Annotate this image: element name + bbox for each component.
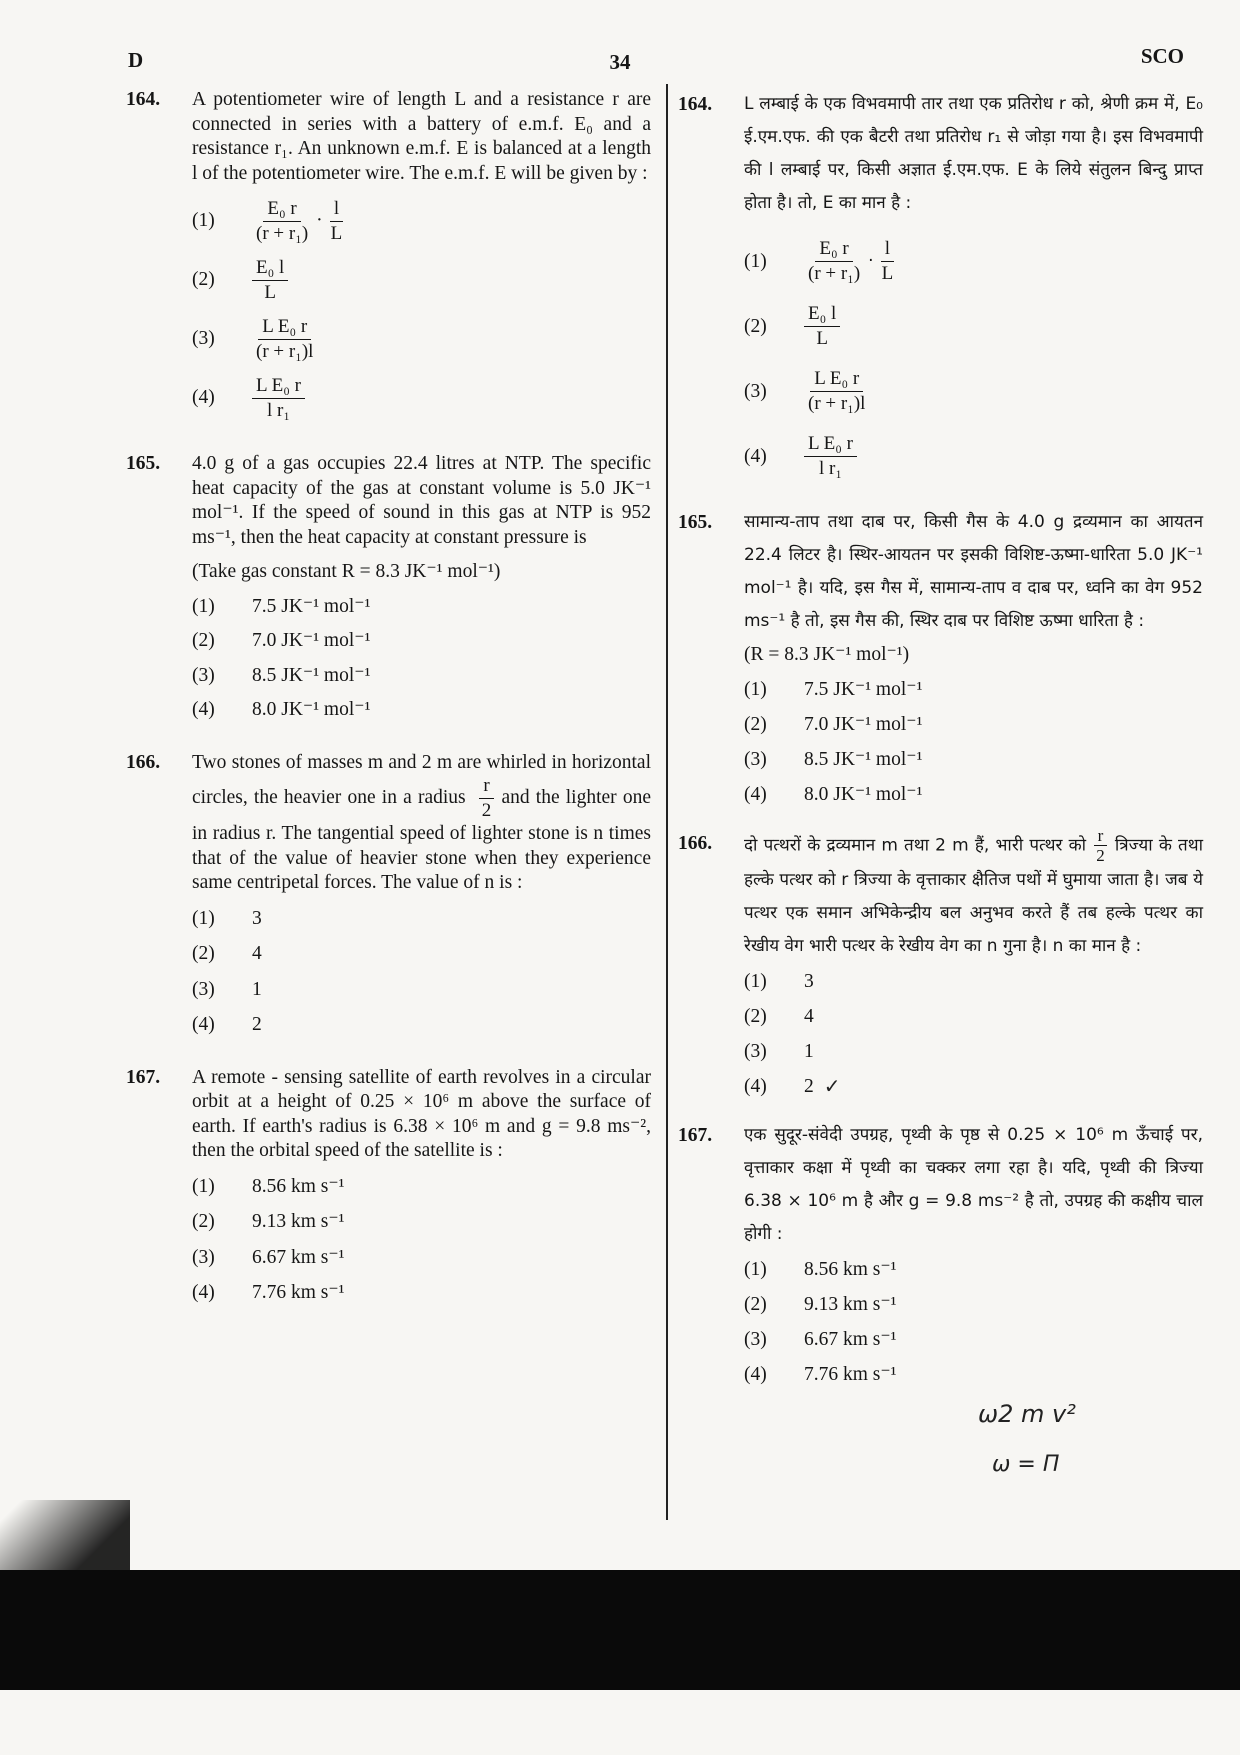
question-166-hindi (678, 827, 1203, 1103)
option-3[interactable] (744, 368, 1203, 415)
option-value: 7.0 JK⁻¹ mol⁻¹ (252, 630, 371, 651)
option-2[interactable] (744, 1000, 1203, 1033)
option-1[interactable] (192, 595, 651, 620)
options (744, 965, 1203, 1103)
denominator: (r + r₁) (808, 263, 861, 284)
fraction (478, 775, 496, 822)
denominator: L (881, 263, 894, 284)
question-text: 4.0 g of a gas occupies 22.4 litres at NTP. The specific heat capacity of the gas at constant volume is 5.0 JK⁻¹ mol⁻¹. If the speed of sound in this gas at NTP is 952 ms⁻¹, then the heat capacity at constant pressure is (192, 453, 651, 548)
option-1[interactable] (744, 1253, 1203, 1286)
option-value: 6.67 km s⁻¹ (252, 1246, 345, 1268)
option-2[interactable] (744, 303, 1203, 350)
option-label: (3) (192, 328, 215, 350)
question-number: 166. (126, 751, 161, 773)
option-label: (3) (192, 978, 215, 1000)
option-label: (2) (192, 269, 215, 291)
option-label: (3) (744, 381, 767, 402)
option-3[interactable] (192, 1246, 651, 1271)
question-text: एक सुदूर-संवेदी उपग्रह, पृथ्वी के पृष्ठ से 0.25 × 10⁶ m ऊँचाई पर, वृत्ताकार कक्षा में पृथ्वी का चक्कर लगा रहा है। यदि, पृथ्वी की त्रिज्या 6.38 × 10⁶ m है और g = 9.8 ms⁻² है तो, उपग्रह की कक्षीय चाल होगी : (744, 1125, 1203, 1244)
option-label: (1) (744, 971, 767, 992)
option-label: (2) (192, 943, 215, 964)
fraction (1092, 827, 1109, 864)
option-label: (4) (192, 1014, 215, 1035)
option-label: (3) (192, 664, 215, 686)
denominator: l r₁ (818, 458, 842, 479)
option-label: (2) (744, 1294, 767, 1315)
option-3[interactable] (192, 664, 651, 689)
option-4[interactable] (192, 1013, 651, 1038)
option-label: (2) (744, 1006, 767, 1027)
option-3[interactable] (744, 1323, 1203, 1356)
option-3[interactable] (192, 316, 651, 363)
hindi-column (678, 88, 1203, 1405)
option-4[interactable] (744, 1358, 1203, 1391)
option-value: 7.76 km s⁻¹ (804, 1364, 897, 1385)
option-label: (3) (744, 1041, 767, 1062)
options (192, 198, 651, 422)
option-value: 8.5 JK⁻¹ mol⁻¹ (804, 749, 923, 770)
options (744, 238, 1203, 480)
option-value: 4 (252, 943, 262, 964)
fraction (878, 238, 898, 285)
option-2[interactable] (192, 257, 651, 304)
option-value: 6.67 km s⁻¹ (804, 1329, 897, 1350)
option-value: 8.0 JK⁻¹ mol⁻¹ (252, 699, 371, 720)
option-value: 2 (252, 1014, 262, 1035)
column-divider (666, 84, 668, 1520)
option-label: (1) (744, 1259, 767, 1280)
option-value: 7.5 JK⁻¹ mol⁻¹ (252, 595, 371, 617)
denominator: l r₁ (266, 400, 290, 421)
handwritten-note-2: ω = Π (992, 1452, 1060, 1477)
option-2[interactable] (744, 708, 1203, 741)
option-3[interactable] (192, 978, 651, 1003)
numerator: E₀ l (252, 257, 288, 281)
options (192, 907, 651, 1038)
numerator: l (881, 238, 894, 262)
fraction (804, 433, 857, 480)
question-text (192, 751, 651, 896)
question-text: L लम्बाई के एक विभवमापी तार तथा एक प्रतिरोध r को, श्रेणी क्रम में, E₀ ई.एम.एफ. की एक बैटरी तथा प्रतिरोध r₁ से जोड़ा गया है। इस विभवमापी की l लम्बाई पर, किसी अज्ञात ई.एम.एफ. E के लिये संतुलन बिन्दु प्राप्त होता है। तो, E का मान है : (744, 94, 1203, 213)
option-label: (4) (744, 446, 767, 467)
denominator: 2 (1096, 846, 1105, 865)
option-label: (3) (192, 1246, 215, 1268)
tick-mark-icon: ✓ (823, 1074, 841, 1098)
option-value: 4 (804, 1006, 814, 1027)
option-4[interactable] (192, 698, 651, 723)
option-label: (1) (744, 251, 767, 272)
question-text: A remote - sensing satellite of earth revolves in a circular orbit at a height of 0.25 × 10⁶ m above the surface of earth. If earth's radius is 6.38 × 10⁶ m and g = 9.8 ms⁻², then the orbital speed of the satellite is : (192, 1066, 651, 1161)
handwritten-note-1: ω2 m v² (978, 1400, 1076, 1428)
option-label: (1) (192, 595, 215, 617)
fraction (252, 257, 288, 304)
fraction (252, 316, 317, 363)
option-1[interactable] (744, 238, 1203, 285)
option-value: 2 (804, 1076, 814, 1097)
option-1[interactable] (744, 673, 1203, 706)
question-text (744, 827, 1203, 963)
denominator: (r + r₁)l (808, 393, 866, 414)
scan-black-band (0, 1570, 1240, 1690)
option-value: 7.76 km s⁻¹ (252, 1282, 345, 1303)
option-1[interactable] (192, 1175, 651, 1200)
option-2[interactable] (744, 1288, 1203, 1321)
option-label: (4) (744, 1364, 767, 1385)
option-label: (2) (192, 630, 215, 651)
dot-operator: · (868, 251, 874, 271)
option-label: (1) (192, 1175, 215, 1197)
question-number: 164. (678, 94, 713, 115)
denominator: L (330, 223, 343, 244)
question-number: 165. (126, 453, 161, 474)
fraction (804, 238, 864, 285)
option-2[interactable] (192, 942, 651, 967)
option-1[interactable] (744, 965, 1203, 998)
option-label: (1) (744, 679, 767, 700)
numerator: L E₀ r (804, 433, 857, 457)
numerator: L E₀ r (252, 375, 305, 399)
question-164 (126, 88, 651, 422)
question-number: 167. (126, 1066, 161, 1088)
fraction (252, 375, 305, 422)
option-2[interactable] (192, 629, 651, 654)
options (744, 673, 1203, 811)
denominator: L (816, 328, 828, 349)
fraction (327, 198, 347, 245)
options (192, 1175, 651, 1306)
option-4[interactable] (744, 778, 1203, 811)
fraction (804, 303, 840, 350)
option-value: 3 (804, 971, 814, 992)
option-value: 8.56 km s⁻¹ (252, 1175, 345, 1197)
question-number: 165. (678, 512, 713, 533)
question-167-hindi (678, 1119, 1203, 1391)
option-3[interactable] (744, 1035, 1203, 1068)
denominator: (r + r₁) (256, 223, 309, 244)
question-text-part-a: दो पत्थरों के द्रव्यमान m तथा 2 m हैं, भारी पत्थर को (744, 835, 1087, 856)
option-value: 7.0 JK⁻¹ mol⁻¹ (804, 714, 923, 735)
option-label: (4) (744, 784, 767, 805)
option-value: 8.0 JK⁻¹ mol⁻¹ (804, 784, 923, 805)
set-code: D (128, 48, 144, 72)
question-text: A potentiometer wire of length L and a resistance r are connected in series with a battery of e.m.f. E₀ and a resistance r₁. An unknown e.m.f. E is balanced at a length l of the potentiometer wire. The e.m.f. E will be given by : (192, 89, 651, 184)
question-text-part-b: and the lighter one in radius r. The tangential speed of lighter stone is n times that of the value of heavier stone when they experience same centripetal forces. The value of n is : (192, 786, 651, 893)
scan-shadow (0, 1500, 130, 1580)
option-4[interactable] (192, 1281, 651, 1306)
numerator: L E₀ r (258, 316, 311, 340)
option-2[interactable] (192, 1210, 651, 1235)
fraction (804, 368, 869, 415)
denominator: L (264, 282, 276, 303)
option-value: 1 (804, 1041, 814, 1062)
numerator: l (330, 198, 343, 222)
option-label: (3) (744, 1329, 767, 1350)
option-label: (2) (192, 1211, 215, 1232)
options (744, 1253, 1203, 1391)
numerator: L E₀ r (810, 368, 863, 392)
numerator: r (1094, 827, 1108, 846)
page-number: 34 (609, 50, 631, 74)
option-value: 1 (252, 978, 262, 1000)
numerator: E₀ r (263, 198, 300, 222)
option-label: (2) (744, 316, 767, 337)
option-3[interactable] (744, 743, 1203, 776)
fraction (252, 198, 312, 245)
question-164-hindi (678, 88, 1203, 480)
options (192, 595, 651, 723)
question-text-part-a: Two stones of masses m and 2 m are whirled in horizontal circles, the heavier one in a radius (192, 751, 651, 808)
numerator: E₀ l (804, 303, 840, 327)
option-1[interactable] (192, 198, 651, 245)
option-label: (3) (744, 749, 767, 770)
option-label: (2) (744, 714, 767, 735)
question-number: 166. (678, 833, 713, 854)
question-number: 164. (126, 89, 161, 110)
question-165 (126, 452, 651, 723)
option-label: (4) (192, 387, 215, 409)
option-label: (4) (192, 1282, 215, 1303)
option-label: (4) (744, 1076, 767, 1097)
question-167 (126, 1066, 651, 1306)
numerator: E₀ r (815, 238, 852, 262)
option-label: (1) (192, 907, 215, 929)
option-value: 3 (252, 907, 262, 929)
option-value: 8.5 JK⁻¹ mol⁻¹ (252, 664, 371, 686)
question-note: (R = 8.3 JK⁻¹ mol⁻¹) (744, 644, 910, 665)
series-code: SCO (1140, 44, 1184, 68)
option-value: 9.13 km s⁻¹ (252, 1211, 345, 1232)
option-label: (4) (192, 699, 215, 720)
option-value: 8.56 km s⁻¹ (804, 1259, 897, 1280)
english-column (126, 88, 651, 1320)
question-number: 167. (678, 1125, 713, 1146)
numerator: r (479, 775, 493, 799)
option-label: (1) (192, 210, 215, 232)
option-4[interactable] (744, 433, 1203, 480)
option-value: 9.13 km s⁻¹ (804, 1294, 897, 1315)
dot-operator: · (316, 210, 323, 232)
denominator: (r + r₁)l (256, 341, 314, 362)
denominator: 2 (481, 800, 492, 821)
question-note: (Take gas constant R = 8.3 JK⁻¹ mol⁻¹) (192, 561, 501, 582)
option-4[interactable] (744, 1070, 1203, 1103)
option-1[interactable] (192, 907, 651, 932)
question-165-hindi (678, 506, 1203, 811)
question-text: सामान्य-ताप तथा दाब पर, किसी गैस के 4.0 g द्रव्यमान का आयतन 22.4 लिटर है। स्थिर-आयतन पर इसकी विशिष्ट-ऊष्मा-धारिता 5.0 JK⁻¹ mol⁻¹ है। यदि, इस गैस में, सामान्य-ताप व दाब पर, ध्वनि का वेग 952 ms⁻¹ है तो, इस गैस की, स्थिर दाब पर विशिष्ट ऊष्मा धारिता है : (744, 512, 1203, 631)
option-value: 7.5 JK⁻¹ mol⁻¹ (804, 679, 923, 700)
question-166 (126, 751, 651, 1038)
option-4[interactable] (192, 375, 651, 422)
question-text-part-b: त्रिज्या के तथा हल्के पत्थर को r त्रिज्या के वृत्ताकार क्षैतिज पथों में घुमाया जाता है। जब ये पत्थर एक समान अभिकेन्द्रीय बल अनुभव करते हैं तब हल्के पत्थर का रेखीय वेग भारी पत्थर के रेखीय वेग का n गुना है। n का मान है : (744, 835, 1204, 956)
